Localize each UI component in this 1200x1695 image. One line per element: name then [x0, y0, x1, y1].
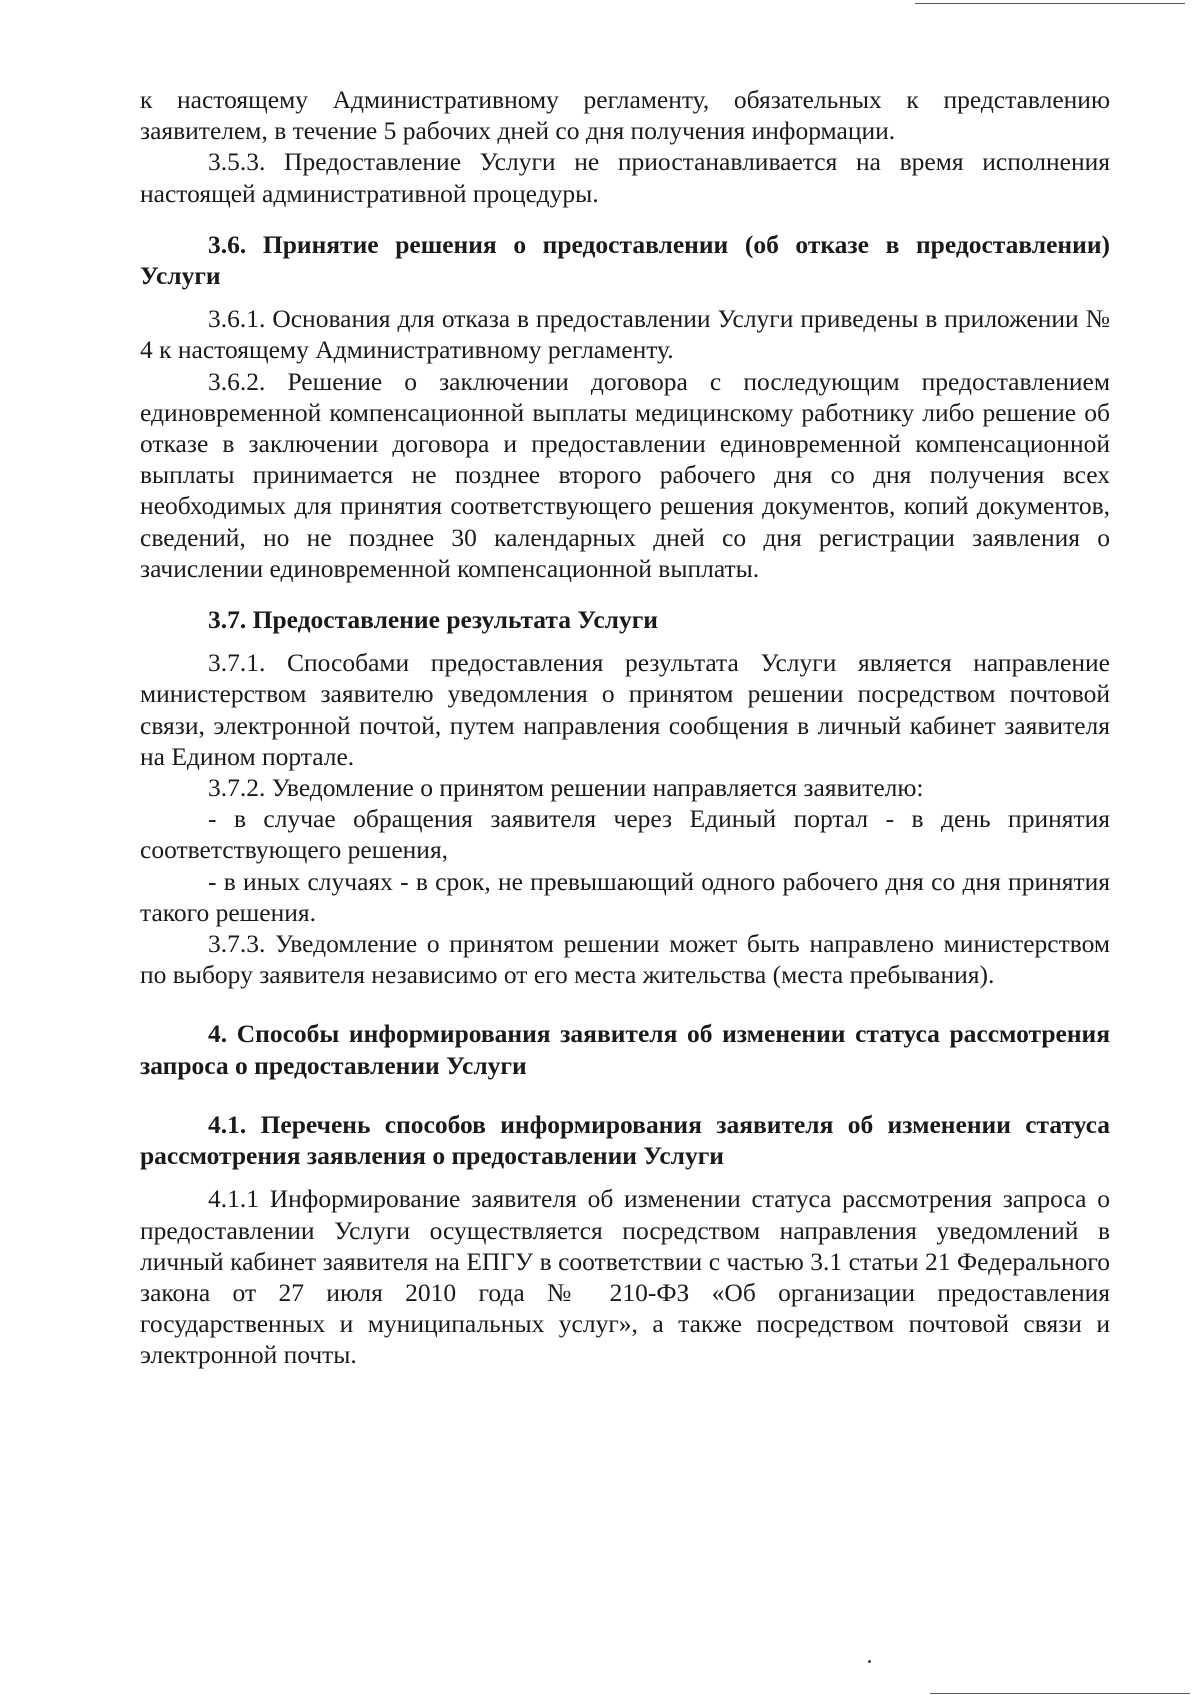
- heading-3-7: 3.7. Предоставление результата Услуги: [208, 605, 658, 635]
- paragraph-3-7-2-a: - в случае обращения заявителя через Единый портал - в день принятия соответствующего решения,: [140, 804, 1110, 865]
- paragraph-3-7-1: 3.7.1. Способами предоставления результата Услуги является направление министерством заявителю уведомления о принятом решении посредством почтовой связи, электронной почтой, путем направления сообщения в личный кабинет заявителя на Едином портале.: [140, 648, 1110, 771]
- scan-mark-dot: [868, 1660, 871, 1663]
- paragraph-3-7-2: 3.7.2. Уведомление о принятом решении направляется заявителю:: [208, 773, 924, 803]
- paragraph-intro: к настоящему Административному регламенту, обязательных к представлению заявителем, в течение 5 рабочих дней со дня получения информации.: [140, 85, 1110, 146]
- heading-4-1: 4.1. Перечень способов информирования заявителя об изменении статуса рассмотрения заявления о предоставлении Услуги: [140, 1109, 1110, 1171]
- paragraph-3-5-3: 3.5.3. Предоставление Услуги не приостанавливается на время исполнения настоящей административной процедуры.: [140, 147, 1110, 208]
- paragraph-3-7-2-b: - в иных случаях - в срок, не превышающий одного рабочего дня со дня принятия такого решения.: [140, 866, 1110, 927]
- paragraph-3-6-1: 3.6.1. Основания для отказа в предоставлении Услуги приведены в приложении № 4 к настоящему Административному регламенту.: [140, 304, 1110, 365]
- heading-3-6: 3.6. Принятие решения о предоставлении (об отказе в предоставлении) Услуги: [140, 229, 1110, 291]
- paragraph-3-7-3: 3.7.3. Уведомление о принятом решении может быть направлено министерством по выбору заявителя независимо от его места жительства (места пребывания).: [140, 929, 1110, 990]
- scan-edge-top: [915, 3, 1185, 4]
- scan-edge-bottom: [930, 1693, 1190, 1694]
- paragraph-4-1-1: 4.1.1 Информирование заявителя об изменении статуса рассмотрения запроса о предоставлении Услуги осуществляется посредством направления уведомлений в личный кабинет заявителя на ЕПГУ в соответствии с частью 3.1 статьи 21 Федерального закона от 27 июля 2010 года № 210-ФЗ «Об организации предоставления государственных и муниципальных услуг», а также посредством почтовой связи и электронной почты.: [140, 1184, 1110, 1370]
- document-page: [140, 84, 1110, 1371]
- heading-4: 4. Способы информирования заявителя об изменении статуса рассмотрения запроса о предоставлении Услуги: [140, 1019, 1110, 1080]
- paragraph-3-6-2: 3.6.2. Решение о заключении договора с последующим предоставлением единовременной компенсационной выплаты медицинскому работнику либо решение об отказе в заключении договора и предоставлении единовременной компенсационной выплаты принимается не позднее второго рабочего дня со дня получения всех необходимых для принятия соответствующего решения документов, копий документов, сведений, но не позднее 30 календарных дней со дня регистрации заявления о зачислении единовременной компенсационной выплаты.: [140, 366, 1110, 583]
